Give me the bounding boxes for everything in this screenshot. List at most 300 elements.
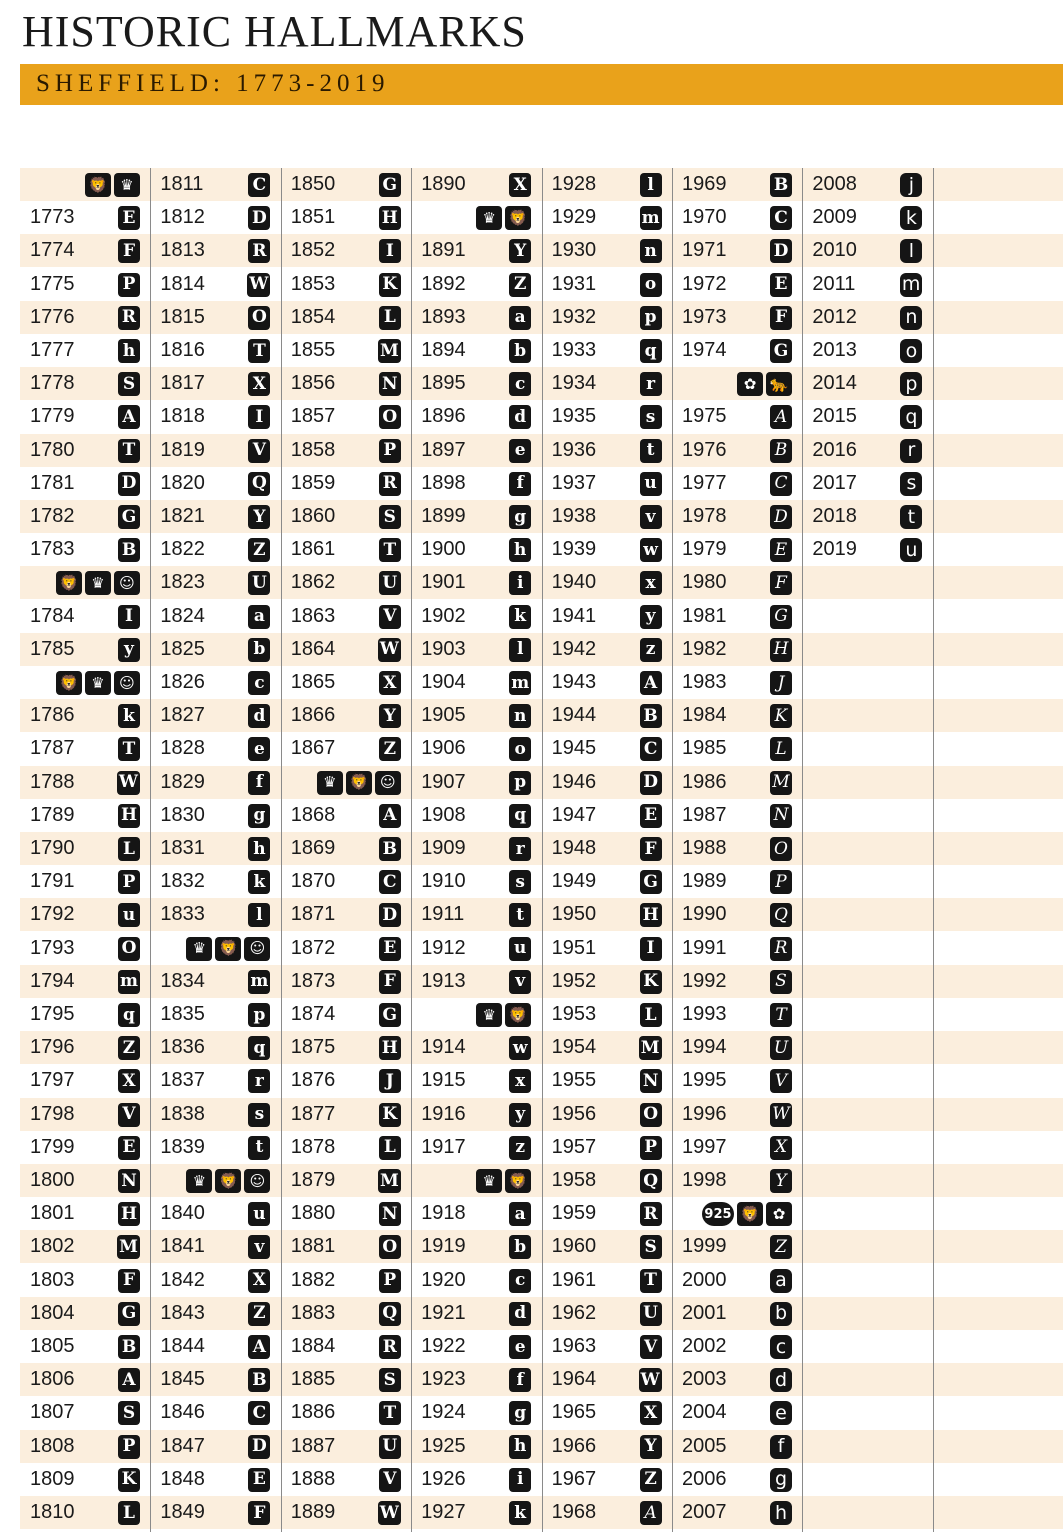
fineness-925-icon: 925 bbox=[702, 1202, 734, 1226]
table-row bbox=[411, 1396, 541, 1429]
marks-group bbox=[248, 1201, 270, 1227]
year-label: 1938 bbox=[551, 505, 597, 527]
marks-group bbox=[640, 770, 662, 796]
date-letter-mark: J bbox=[379, 1069, 401, 1093]
date-letter-mark: G bbox=[379, 173, 401, 197]
table-row bbox=[542, 400, 672, 433]
marks-group bbox=[770, 1334, 792, 1360]
year-label: 1986 bbox=[682, 770, 727, 793]
date-letter-mark: D bbox=[118, 472, 140, 496]
year-label: 1783 bbox=[30, 538, 75, 561]
table-row bbox=[281, 666, 411, 699]
table-row bbox=[150, 898, 280, 931]
date-letter-mark: t bbox=[248, 1136, 270, 1160]
year-label: 1826 bbox=[160, 671, 205, 693]
marks-group bbox=[248, 1002, 270, 1028]
marks-group bbox=[509, 1234, 531, 1260]
marks-group bbox=[248, 537, 270, 563]
marks-group bbox=[640, 1201, 662, 1227]
table-row bbox=[542, 1496, 672, 1529]
date-letter-mark: q bbox=[640, 339, 662, 363]
year-label: 1896 bbox=[421, 405, 466, 428]
year-label: 1988 bbox=[682, 837, 727, 859]
date-letter-mark: G bbox=[379, 1003, 401, 1027]
table-row bbox=[411, 434, 541, 467]
date-letter-mark: t bbox=[900, 505, 922, 529]
date-letter-mark: d bbox=[248, 704, 270, 728]
marks-group bbox=[118, 1135, 140, 1161]
marks-group bbox=[770, 1434, 792, 1460]
marks-group bbox=[118, 1334, 140, 1360]
year-label: 1813 bbox=[160, 239, 205, 262]
marks-group bbox=[85, 172, 140, 198]
table-row bbox=[281, 268, 411, 301]
year-label: 1868 bbox=[290, 803, 336, 826]
date-letter-mark: B bbox=[770, 173, 792, 197]
marks-group bbox=[248, 172, 270, 198]
date-letter-mark: F bbox=[770, 306, 792, 330]
marks-group bbox=[770, 1035, 792, 1061]
year-label: 1928 bbox=[551, 173, 597, 195]
date-letter-mark: Z bbox=[118, 1036, 140, 1060]
marks-group bbox=[770, 1234, 792, 1260]
year-label: 1782 bbox=[30, 505, 75, 527]
marks-group bbox=[509, 736, 531, 762]
marks-group bbox=[248, 1467, 270, 1493]
marks-group bbox=[118, 1301, 140, 1327]
date-letter-mark: X bbox=[379, 671, 401, 695]
table-row bbox=[20, 965, 150, 998]
table-row bbox=[411, 1098, 541, 1131]
table-row bbox=[150, 666, 280, 699]
year-label: 1845 bbox=[160, 1368, 205, 1391]
date-letter-mark: z bbox=[640, 638, 662, 662]
year-label: 1967 bbox=[551, 1467, 597, 1490]
date-letter-mark: Z bbox=[509, 273, 531, 297]
table-row bbox=[542, 566, 672, 599]
marks-group bbox=[248, 836, 270, 862]
table-row bbox=[150, 699, 280, 732]
year-label: 1777 bbox=[30, 339, 75, 361]
year-label: 1889 bbox=[290, 1501, 336, 1523]
year-label: 1830 bbox=[160, 803, 205, 826]
year-label: 2004 bbox=[682, 1401, 727, 1424]
marks-group bbox=[379, 1434, 401, 1460]
year-label: 1835 bbox=[160, 1003, 205, 1025]
date-letter-mark: u bbox=[248, 1202, 270, 1226]
date-letter-mark: m bbox=[901, 273, 921, 296]
marks-group bbox=[379, 1102, 401, 1128]
table-row bbox=[150, 467, 280, 500]
year-label: 1912 bbox=[421, 936, 466, 959]
year-label: 1900 bbox=[421, 538, 466, 561]
table-row bbox=[802, 234, 932, 267]
date-letter-mark: E bbox=[770, 273, 792, 297]
table-row bbox=[20, 633, 150, 666]
table-row bbox=[20, 898, 150, 931]
date-letter-mark: s bbox=[248, 1103, 270, 1127]
date-letter-mark: C bbox=[770, 206, 792, 230]
year-label: 1834 bbox=[160, 969, 205, 992]
table-row bbox=[672, 865, 802, 898]
date-letter-mark: V bbox=[640, 1335, 662, 1359]
table-row bbox=[150, 766, 280, 799]
year-label: 1998 bbox=[682, 1169, 727, 1191]
marks-group bbox=[379, 471, 401, 497]
marks-group bbox=[248, 205, 270, 231]
table-row bbox=[542, 201, 672, 234]
year-label: 1965 bbox=[551, 1401, 597, 1424]
table-row bbox=[281, 1264, 411, 1297]
date-letter-mark: e bbox=[509, 439, 531, 463]
year-label: 1789 bbox=[30, 803, 75, 826]
marks-group bbox=[770, 570, 792, 596]
year-label: 2014 bbox=[812, 372, 857, 395]
marks-group bbox=[770, 1168, 792, 1194]
year-label: 1893 bbox=[421, 305, 466, 328]
year-label: 2016 bbox=[812, 438, 857, 461]
marks-group bbox=[379, 670, 401, 696]
table-row bbox=[281, 566, 411, 599]
year-label: 1816 bbox=[160, 339, 205, 361]
date-letter-mark: Q bbox=[248, 472, 270, 496]
year-label: 2007 bbox=[682, 1501, 727, 1523]
year-label: 1809 bbox=[30, 1467, 75, 1490]
date-letter-mark: Q bbox=[640, 1169, 662, 1193]
table-row bbox=[20, 1131, 150, 1164]
marks-group bbox=[640, 172, 662, 198]
rose-icon: ✿ bbox=[766, 1202, 792, 1226]
table-row bbox=[281, 168, 411, 201]
year-label: 1947 bbox=[551, 803, 597, 826]
marks-group bbox=[248, 637, 270, 663]
year-label: 1875 bbox=[290, 1036, 336, 1059]
table-row bbox=[411, 1430, 541, 1463]
date-letter-mark: b bbox=[509, 339, 531, 363]
date-letter-mark: p bbox=[640, 306, 662, 330]
year-label: 1787 bbox=[30, 737, 75, 760]
date-letter-mark: P bbox=[770, 870, 792, 894]
marks-group bbox=[248, 1268, 270, 1294]
year-label: 1862 bbox=[290, 571, 336, 594]
date-letter-mark: M bbox=[378, 1169, 401, 1193]
year-label: 1822 bbox=[160, 538, 205, 561]
year-label: 1951 bbox=[551, 936, 597, 959]
year-label: 1940 bbox=[551, 571, 597, 594]
year-label: 1894 bbox=[421, 339, 466, 361]
marks-group bbox=[770, 969, 792, 995]
marks-group bbox=[640, 1467, 662, 1493]
lion-icon: 🦁 bbox=[505, 1169, 531, 1193]
date-letter-mark: Z bbox=[248, 1302, 270, 1326]
date-letter-mark: b bbox=[509, 1235, 531, 1259]
marks-group bbox=[640, 371, 662, 397]
table-row bbox=[20, 334, 150, 367]
table-row bbox=[542, 168, 672, 201]
year-label: 1812 bbox=[160, 206, 205, 229]
table-row bbox=[411, 533, 541, 566]
table-row bbox=[20, 467, 150, 500]
marks-group bbox=[509, 272, 531, 298]
date-letter-mark: S bbox=[118, 372, 140, 396]
date-letter-mark: L bbox=[770, 737, 792, 761]
year-label: 1926 bbox=[421, 1467, 466, 1490]
lion-icon: 🦁 bbox=[505, 206, 531, 230]
year-label: 1877 bbox=[290, 1102, 336, 1125]
date-letter-mark: B bbox=[118, 1335, 140, 1359]
table-row bbox=[672, 898, 802, 931]
marks-group bbox=[900, 404, 922, 430]
table-row bbox=[411, 234, 541, 267]
marks-group bbox=[118, 438, 140, 464]
marks-group bbox=[509, 1102, 531, 1128]
date-letter-mark: M bbox=[378, 339, 401, 363]
marks-group bbox=[56, 670, 140, 696]
marks-group bbox=[509, 1035, 531, 1061]
table-row bbox=[542, 633, 672, 666]
page-subtitle: SHEFFIELD: 1773-2019 bbox=[36, 70, 390, 97]
marks-group bbox=[509, 172, 531, 198]
marks-group bbox=[640, 637, 662, 663]
year-label: 1910 bbox=[421, 870, 466, 893]
year-label: 1880 bbox=[290, 1202, 336, 1225]
year-label: 1887 bbox=[290, 1434, 336, 1457]
date-letter-mark: l bbox=[900, 239, 922, 263]
marks-group bbox=[640, 570, 662, 596]
table-row bbox=[281, 799, 411, 832]
year-label: 1976 bbox=[682, 438, 727, 461]
year-label: 1966 bbox=[551, 1434, 597, 1457]
year-label: 1905 bbox=[421, 704, 466, 727]
year-label: 1774 bbox=[30, 239, 75, 262]
date-letter-mark: k bbox=[509, 605, 531, 629]
table-row bbox=[542, 998, 672, 1031]
date-letter-mark: T bbox=[118, 737, 140, 761]
year-label: 1920 bbox=[421, 1268, 466, 1291]
date-letter-mark: F bbox=[379, 970, 401, 994]
date-letter-mark: U bbox=[248, 571, 270, 595]
year-label: 2006 bbox=[682, 1467, 727, 1490]
date-letter-mark: l bbox=[248, 903, 270, 927]
marks-group bbox=[509, 504, 531, 530]
year-label: 1892 bbox=[421, 272, 466, 295]
table-row bbox=[150, 1396, 280, 1429]
date-letter-mark: Q bbox=[379, 1302, 401, 1326]
year-label: 1883 bbox=[290, 1301, 336, 1324]
marks-group bbox=[509, 703, 531, 729]
marks-group bbox=[640, 305, 662, 331]
table-row bbox=[411, 799, 541, 832]
marks-group bbox=[118, 537, 140, 563]
date-letter-mark: X bbox=[640, 1401, 662, 1425]
year-label: 2001 bbox=[682, 1301, 727, 1324]
table-row bbox=[542, 898, 672, 931]
date-letter-mark: Y bbox=[640, 1435, 662, 1459]
table-row bbox=[672, 1164, 802, 1197]
marks-group bbox=[248, 902, 270, 928]
date-letter-mark: G bbox=[118, 1302, 140, 1326]
table-row bbox=[20, 1197, 150, 1230]
marks-group bbox=[379, 272, 401, 298]
hallmark-set-row bbox=[411, 998, 541, 1031]
marks-group bbox=[118, 1002, 140, 1028]
table-row bbox=[542, 367, 672, 400]
table-row bbox=[20, 1496, 150, 1529]
date-letter-mark: V bbox=[248, 439, 270, 463]
year-label: 1820 bbox=[160, 471, 205, 494]
year-label: 1866 bbox=[290, 704, 336, 727]
table-row bbox=[150, 533, 280, 566]
date-letter-mark: s bbox=[640, 405, 662, 429]
year-label: 1992 bbox=[682, 969, 727, 992]
year-label: 1843 bbox=[160, 1301, 205, 1324]
table-row bbox=[20, 799, 150, 832]
year-label: 1984 bbox=[682, 704, 727, 727]
table-row bbox=[542, 301, 672, 334]
marks-group bbox=[509, 1500, 531, 1526]
table-row bbox=[150, 1131, 280, 1164]
marks-group bbox=[770, 1467, 792, 1493]
year-label: 2009 bbox=[812, 206, 857, 229]
date-letter-mark: d bbox=[509, 405, 531, 429]
year-label: 1946 bbox=[551, 770, 597, 793]
table-row bbox=[542, 732, 672, 765]
date-letter-mark: B bbox=[248, 1368, 270, 1392]
marks-group bbox=[640, 1334, 662, 1360]
date-letter-mark: C bbox=[379, 870, 401, 894]
table-row bbox=[411, 268, 541, 301]
marks-group bbox=[248, 1102, 270, 1128]
marks-group bbox=[640, 604, 662, 630]
year-label: 1921 bbox=[421, 1301, 466, 1324]
marks-group bbox=[248, 238, 270, 264]
marks-group bbox=[118, 1102, 140, 1128]
year-label: 1985 bbox=[682, 737, 727, 760]
date-letter-mark: D bbox=[640, 771, 662, 795]
table-row bbox=[542, 434, 672, 467]
rose-icon: ✿ bbox=[737, 372, 763, 396]
year-label: 1839 bbox=[160, 1135, 205, 1158]
year-label: 1842 bbox=[160, 1268, 205, 1291]
date-letter-mark: A bbox=[248, 1335, 270, 1359]
table-row bbox=[150, 799, 280, 832]
table-row bbox=[281, 1131, 411, 1164]
table-row bbox=[281, 1396, 411, 1429]
date-letter-mark: Z bbox=[379, 737, 401, 761]
leopard-head-icon: 🐆 bbox=[766, 372, 792, 396]
date-letter-mark: A bbox=[379, 804, 401, 828]
date-letter-mark: a bbox=[770, 1269, 792, 1293]
date-letter-mark: B bbox=[640, 704, 662, 728]
marks-group bbox=[509, 238, 531, 264]
date-letter-mark: I bbox=[248, 405, 270, 429]
date-letter-mark: I bbox=[118, 605, 140, 629]
date-letter-mark: G bbox=[770, 605, 792, 629]
marks-group bbox=[640, 438, 662, 464]
year-label: 1922 bbox=[421, 1335, 466, 1357]
marks-group bbox=[248, 703, 270, 729]
date-letter-mark: K bbox=[379, 273, 401, 297]
table-row bbox=[281, 898, 411, 931]
marks-group bbox=[509, 570, 531, 596]
table-row bbox=[672, 434, 802, 467]
date-letter-mark: T bbox=[118, 439, 140, 463]
table-row bbox=[20, 1031, 150, 1064]
table-row bbox=[542, 1396, 672, 1429]
date-letter-mark: p bbox=[509, 771, 531, 795]
marks-group bbox=[248, 736, 270, 762]
year-label: 1962 bbox=[551, 1301, 597, 1324]
table-row bbox=[20, 1330, 150, 1363]
marks-group bbox=[770, 404, 792, 430]
marks-group bbox=[118, 836, 140, 862]
date-letter-mark: S bbox=[379, 505, 401, 529]
marks-group bbox=[509, 338, 531, 364]
year-label: 1788 bbox=[30, 770, 75, 793]
marks-group bbox=[640, 1400, 662, 1426]
marks-group bbox=[248, 604, 270, 630]
year-label: 1974 bbox=[682, 339, 727, 361]
marks-group bbox=[476, 205, 531, 231]
table-row bbox=[411, 168, 541, 201]
year-label: 1975 bbox=[682, 405, 727, 428]
year-label: 1917 bbox=[421, 1135, 466, 1158]
marks-group bbox=[379, 1367, 401, 1393]
year-label: 1861 bbox=[290, 538, 336, 561]
table-row bbox=[150, 998, 280, 1031]
table-row bbox=[20, 932, 150, 965]
hallmark-set-row bbox=[150, 932, 280, 965]
marks-group bbox=[770, 338, 792, 364]
year-label: 1907 bbox=[421, 770, 466, 793]
table-row bbox=[281, 699, 411, 732]
marks-group bbox=[118, 471, 140, 497]
year-label: 1803 bbox=[30, 1268, 75, 1291]
marks-group bbox=[379, 703, 401, 729]
date-letter-mark: o bbox=[509, 737, 531, 761]
year-label: 1850 bbox=[290, 173, 336, 195]
table-row bbox=[281, 1496, 411, 1529]
date-letter-mark: D bbox=[770, 239, 792, 263]
date-letter-mark: n bbox=[900, 306, 922, 330]
table-row bbox=[411, 1064, 541, 1097]
marks-group bbox=[900, 338, 922, 364]
marks-group bbox=[509, 869, 531, 895]
date-letter-mark: U bbox=[379, 571, 401, 595]
table-row bbox=[150, 1064, 280, 1097]
date-letter-mark: W bbox=[117, 771, 140, 795]
marks-group bbox=[117, 1234, 140, 1260]
date-letter-mark: t bbox=[509, 903, 531, 927]
year-label: 1911 bbox=[421, 903, 465, 926]
date-letter-mark: X bbox=[770, 1136, 792, 1160]
table-row bbox=[150, 1297, 280, 1330]
table-row bbox=[672, 301, 802, 334]
table-row bbox=[411, 334, 541, 367]
date-letter-mark: u bbox=[118, 903, 140, 927]
table-row bbox=[150, 201, 280, 234]
table-row bbox=[150, 1363, 280, 1396]
year-label: 2017 bbox=[812, 471, 857, 494]
marks-group bbox=[379, 238, 401, 264]
year-label: 1971 bbox=[682, 239, 727, 262]
date-letter-mark: R bbox=[379, 472, 401, 496]
table-row bbox=[150, 832, 280, 865]
year-label: 1807 bbox=[30, 1401, 75, 1424]
table-row bbox=[150, 566, 280, 599]
table-row bbox=[281, 1031, 411, 1064]
date-letter-mark: Z bbox=[770, 1235, 792, 1259]
